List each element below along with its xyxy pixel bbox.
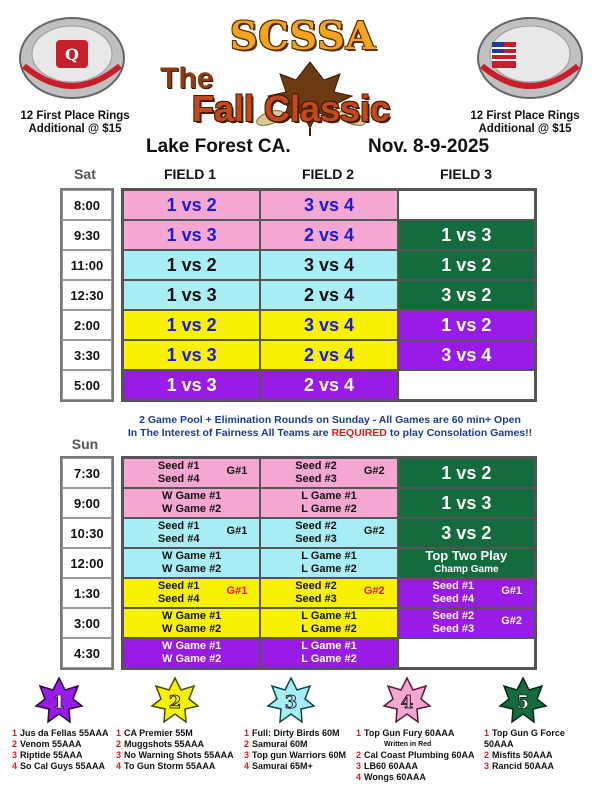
pool-2-number: 2 bbox=[168, 692, 182, 713]
seed-label: Seed #3 bbox=[295, 593, 337, 605]
championship-ring-left-icon bbox=[12, 6, 132, 106]
team-entry: 4 To Gun Storm 55AAA bbox=[116, 761, 216, 771]
game-cell bbox=[260, 578, 397, 608]
team-name: Riptide 55AAA bbox=[20, 750, 83, 760]
pool-5-number: 5 bbox=[516, 692, 530, 713]
pool-4-number: 4 bbox=[400, 692, 414, 713]
team-name: Muggshots 55AAA bbox=[124, 739, 205, 749]
game-cell bbox=[123, 488, 260, 518]
loser-label: L Game #1 bbox=[301, 490, 357, 502]
team-name: CA Premier 55M bbox=[124, 728, 193, 738]
loser-label: L Game #2 bbox=[301, 623, 357, 635]
game-cell bbox=[123, 578, 260, 608]
pool-4-leaf-icon bbox=[382, 676, 432, 726]
game-number: G#2 bbox=[501, 615, 522, 627]
team-entry: 1 Jus da Fellas 55AAA bbox=[12, 728, 109, 738]
pool-3-teams bbox=[244, 728, 356, 772]
event-title: Fall Classic bbox=[192, 88, 391, 129]
team-name: No Warning Shots 55AAA bbox=[124, 750, 234, 760]
rings-caption-line2: Additional @ $15 bbox=[28, 123, 122, 135]
team-entry: 4 Samurai 65M+ bbox=[244, 761, 313, 771]
game-cell bbox=[260, 518, 397, 548]
schedule-row bbox=[123, 548, 535, 578]
team-name: So Cal Guys 55AAA bbox=[20, 761, 106, 771]
schedule-row bbox=[123, 518, 535, 548]
pool-1-number: 1 bbox=[52, 692, 66, 713]
team-name: Top Gun G Force 50AAA bbox=[484, 728, 565, 749]
game-cell: 3 vs 4 bbox=[398, 340, 535, 370]
champ-game-label: Champ Game bbox=[434, 564, 499, 575]
schedule-row bbox=[123, 578, 535, 608]
empty-cell bbox=[398, 190, 535, 220]
loser-label: L Game #1 bbox=[301, 550, 357, 562]
winner-label: W Game #1 bbox=[162, 610, 222, 622]
team-entry: 2 Cal Coast Plumbing 60AA bbox=[356, 750, 475, 760]
notice-line2 bbox=[100, 427, 560, 440]
game-cell bbox=[260, 548, 397, 578]
loser-label: L Game #2 bbox=[301, 563, 357, 575]
team-name: Samurai 60M bbox=[252, 739, 308, 749]
schedule-row bbox=[123, 250, 535, 280]
loser-label: L Game #2 bbox=[301, 503, 357, 515]
time-slot: 10:30 bbox=[62, 518, 112, 548]
schedule-row bbox=[123, 190, 535, 220]
seed-label: Seed #1 bbox=[157, 520, 200, 532]
pool-4-note: Written in Red bbox=[384, 741, 432, 748]
game-cell bbox=[260, 458, 397, 488]
team-entry: 1 CA Premier 55M bbox=[116, 728, 193, 738]
game-cell bbox=[260, 608, 397, 638]
team-entry: 2 Samurai 60M bbox=[244, 739, 308, 749]
pool-5-teams bbox=[484, 728, 596, 772]
game-cell: 1 vs 2 bbox=[398, 458, 535, 488]
rings-caption-left bbox=[0, 110, 150, 136]
championship-ring-right-icon bbox=[470, 6, 590, 106]
time-slot: 8:00 bbox=[62, 190, 112, 220]
team-name: Top gun Warriors 60M bbox=[252, 750, 347, 760]
game-number: G#1 bbox=[226, 525, 248, 537]
game-cell: 3 vs 2 bbox=[398, 518, 535, 548]
winner-label: W Game #2 bbox=[162, 563, 222, 575]
seed-label: Seed #2 bbox=[432, 610, 475, 622]
pool-4-teams bbox=[356, 728, 482, 783]
game-cell: 3 vs 4 bbox=[260, 310, 397, 340]
team-entry: 4 Wongs 60AAA bbox=[356, 772, 426, 782]
team-entry: 4 So Cal Guys 55AAA bbox=[12, 761, 106, 771]
rings-caption-line1: 12 First Place Rings bbox=[20, 110, 130, 122]
team-entry: 1 Top Gun G Force 50AAA bbox=[484, 728, 565, 749]
schedule-row bbox=[123, 638, 535, 668]
team-name: LB60 60AAA bbox=[364, 761, 419, 771]
team-entry: 2 Muggshots 55AAA bbox=[116, 739, 205, 749]
schedule-row bbox=[123, 280, 535, 310]
game-cell bbox=[123, 608, 260, 638]
game-cell bbox=[123, 458, 260, 488]
team-name: Jus da Fellas 55AAA bbox=[20, 728, 109, 738]
tournament-notice bbox=[100, 414, 560, 440]
pool-3-leaf-icon bbox=[266, 676, 316, 726]
game-number: G#1 bbox=[226, 585, 248, 597]
event-date: Nov. 8-9-2025 bbox=[368, 136, 490, 157]
team-entry: 3 LB60 60AAA bbox=[356, 761, 419, 771]
event-location: Lake Forest CA. bbox=[146, 136, 291, 157]
field-header-3: FIELD 3 bbox=[439, 166, 493, 182]
team-name: To Gun Storm 55AAA bbox=[124, 761, 216, 771]
title-the: The bbox=[160, 62, 214, 95]
winner-label: W Game #1 bbox=[162, 640, 222, 652]
seed-label: Seed #4 bbox=[157, 533, 200, 545]
team-name: Rancid 50AAA bbox=[492, 761, 555, 771]
schedule-row bbox=[123, 220, 535, 250]
game-cell bbox=[260, 638, 397, 668]
team-entry: 3 Rancid 50AAA bbox=[484, 761, 555, 771]
team-name: Cal Coast Plumbing 60AA bbox=[364, 750, 475, 760]
seed-label: Seed #1 bbox=[157, 580, 200, 592]
game-number: G#1 bbox=[226, 465, 248, 477]
time-slot: 12:30 bbox=[62, 280, 112, 310]
time-slot: 1:30 bbox=[62, 578, 112, 608]
team-entry: 2 Misfits 50AAA bbox=[484, 750, 553, 760]
winner-label: W Game #2 bbox=[162, 623, 222, 635]
game-cell: 2 vs 4 bbox=[260, 220, 397, 250]
time-slot: 9:30 bbox=[62, 220, 112, 250]
team-name: Full: Dirty Birds 60M bbox=[252, 728, 340, 738]
game-cell: 3 vs 4 bbox=[260, 250, 397, 280]
winner-label: W Game #1 bbox=[162, 550, 222, 562]
game-number: G#2 bbox=[363, 585, 385, 597]
seed-label: Seed #1 bbox=[432, 580, 475, 592]
svg-text:Q: Q bbox=[65, 45, 79, 64]
seed-label: Seed #2 bbox=[295, 580, 337, 592]
game-cell bbox=[260, 488, 397, 518]
seed-label: Seed #2 bbox=[295, 520, 337, 532]
winner-label: W Game #2 bbox=[162, 653, 222, 665]
scssa-logo: SCSSA bbox=[230, 13, 377, 58]
pool-1-leaf-icon bbox=[34, 676, 84, 726]
game-cell: 1 vs 3 bbox=[123, 280, 260, 310]
saturday-schedule-grid bbox=[121, 188, 537, 402]
rings-caption-line2: Additional @ $15 bbox=[478, 123, 572, 135]
saturday-time-column bbox=[60, 188, 114, 402]
game-cell: 3 vs 4 bbox=[260, 190, 397, 220]
team-entry: 3 Riptide 55AAA bbox=[12, 750, 83, 760]
day-label-sunday: Sun bbox=[71, 436, 99, 452]
team-entry: 3 Top gun Warriors 60M bbox=[244, 750, 347, 760]
loser-label: L Game #1 bbox=[301, 640, 357, 652]
team-name: Venom 55AAA bbox=[20, 739, 82, 749]
game-cell: 1 vs 3 bbox=[398, 488, 535, 518]
game-cell: 2 vs 4 bbox=[260, 340, 397, 370]
game-cell: 1 vs 2 bbox=[398, 310, 535, 340]
game-cell: 1 vs 2 bbox=[398, 250, 535, 280]
seed-label: Seed #1 bbox=[157, 460, 200, 472]
notice-required: REQUIRED bbox=[331, 427, 387, 439]
time-slot: 5:00 bbox=[62, 370, 112, 400]
game-number: G#2 bbox=[363, 525, 385, 537]
field-header-2: FIELD 2 bbox=[301, 166, 355, 182]
team-entry: 1 Full: Dirty Birds 60M bbox=[244, 728, 340, 738]
seed-label: Seed #4 bbox=[432, 593, 475, 605]
game-cell: 3 vs 2 bbox=[398, 280, 535, 310]
day-label-saturday: Sat bbox=[74, 166, 96, 182]
seed-label: Seed #3 bbox=[295, 533, 337, 545]
loser-label: L Game #2 bbox=[301, 653, 357, 665]
time-slot: 12:00 bbox=[62, 548, 112, 578]
seed-label: Seed #2 bbox=[295, 460, 337, 472]
team-name: Misfits 50AAA bbox=[492, 750, 553, 760]
time-slot: 3:30 bbox=[62, 340, 112, 370]
pool-3-number: 3 bbox=[284, 692, 298, 713]
game-cell bbox=[398, 578, 535, 608]
game-cell: 1 vs 3 bbox=[123, 340, 260, 370]
schedule-row bbox=[123, 488, 535, 518]
schedule-row bbox=[123, 370, 535, 400]
game-cell: 1 vs 2 bbox=[123, 310, 260, 340]
seed-label: Seed #3 bbox=[295, 473, 337, 485]
empty-cell bbox=[398, 370, 535, 400]
time-slot: 4:30 bbox=[62, 638, 112, 668]
time-slot: 11:00 bbox=[62, 250, 112, 280]
game-cell: 1 vs 2 bbox=[123, 190, 260, 220]
notice-line2-end: to play Consolation Games!! bbox=[386, 427, 533, 439]
pool-5-leaf-icon bbox=[498, 676, 548, 726]
notice-line1: 2 Game Pool + Elimination Rounds on Sunday - All Games are 60 min+ Open bbox=[139, 414, 521, 426]
team-entry: 2 Venom 55AAA bbox=[12, 739, 82, 749]
schedule-row bbox=[123, 310, 535, 340]
team-name: Samurai 65M+ bbox=[252, 761, 313, 771]
schedule-row bbox=[123, 608, 535, 638]
sunday-schedule-grid bbox=[121, 456, 537, 670]
loser-label: L Game #1 bbox=[301, 610, 357, 622]
time-slot: 3:00 bbox=[62, 608, 112, 638]
notice-line2-start: In The Interest of Fairness All Teams are bbox=[127, 427, 332, 439]
team-entry: 1 Top Gun Fury 60AAA bbox=[356, 728, 455, 738]
top-two-label: Top Two Play bbox=[425, 548, 508, 563]
empty-cell bbox=[398, 638, 535, 668]
schedule-row bbox=[123, 458, 535, 488]
time-slot: 9:00 bbox=[62, 488, 112, 518]
pool-1-teams bbox=[12, 728, 116, 772]
pool-2-teams bbox=[116, 728, 242, 772]
seed-label: Seed #3 bbox=[432, 623, 475, 635]
time-slot: 2:00 bbox=[62, 310, 112, 340]
rings-caption-right bbox=[450, 110, 600, 136]
game-cell: 1 vs 3 bbox=[123, 370, 260, 400]
game-cell bbox=[398, 608, 535, 638]
game-cell: 1 vs 3 bbox=[123, 220, 260, 250]
team-entry: 3 No Warning Shots 55AAA bbox=[116, 750, 234, 760]
team-name: Top Gun Fury 60AAA bbox=[364, 728, 455, 738]
pool-2-leaf-icon bbox=[150, 676, 200, 726]
rings-caption-line1: 12 First Place Rings bbox=[470, 110, 580, 122]
seed-label: Seed #4 bbox=[157, 593, 200, 605]
seed-label: Seed #4 bbox=[157, 473, 200, 485]
field-header-1: FIELD 1 bbox=[163, 166, 217, 182]
game-number: G#2 bbox=[363, 465, 385, 477]
game-cell bbox=[123, 638, 260, 668]
game-number: G#1 bbox=[501, 585, 522, 597]
game-cell: 1 vs 2 bbox=[123, 250, 260, 280]
winner-label: W Game #1 bbox=[162, 490, 222, 502]
schedule-row bbox=[123, 340, 535, 370]
team-name: Wongs 60AAA bbox=[364, 772, 426, 782]
championship-cell bbox=[398, 548, 535, 578]
game-cell: 1 vs 3 bbox=[398, 220, 535, 250]
sunday-time-column bbox=[60, 456, 114, 670]
game-cell bbox=[123, 548, 260, 578]
time-slot: 7:30 bbox=[62, 458, 112, 488]
game-cell: 2 vs 4 bbox=[260, 280, 397, 310]
game-cell bbox=[123, 518, 260, 548]
game-cell: 2 vs 4 bbox=[260, 370, 397, 400]
winner-label: W Game #2 bbox=[162, 503, 222, 515]
